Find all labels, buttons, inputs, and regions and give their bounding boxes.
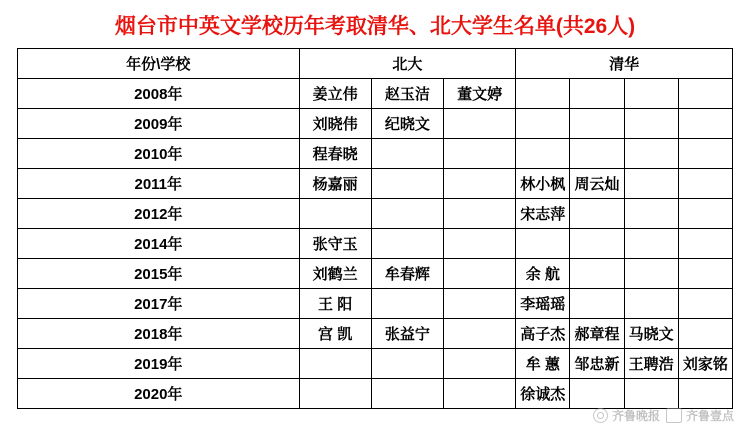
qinghua-name bbox=[570, 199, 624, 229]
qinghua-name: 马晓文 bbox=[624, 319, 678, 349]
beida-name bbox=[443, 349, 515, 379]
qinghua-name bbox=[570, 79, 624, 109]
row-year: 2012年 bbox=[18, 199, 300, 229]
header-qinghua: 清华 bbox=[516, 49, 733, 79]
beida-name bbox=[371, 169, 443, 199]
qinghua-name: 高子杰 bbox=[516, 319, 570, 349]
row-year: 2010年 bbox=[18, 139, 300, 169]
beida-name: 王 阳 bbox=[299, 289, 371, 319]
watermark bbox=[593, 407, 734, 424]
beida-name: 纪晓文 bbox=[371, 109, 443, 139]
qinghua-name bbox=[624, 109, 678, 139]
table-row bbox=[18, 259, 733, 289]
row-year: 2017年 bbox=[18, 289, 300, 319]
table-row bbox=[18, 349, 733, 379]
qinghua-name bbox=[516, 79, 570, 109]
qinghua-name bbox=[624, 379, 678, 409]
beida-name: 杨嘉丽 bbox=[299, 169, 371, 199]
qinghua-name bbox=[678, 259, 732, 289]
students-table bbox=[17, 48, 733, 409]
beida-name: 刘鹤兰 bbox=[299, 259, 371, 289]
row-year: 2015年 bbox=[18, 259, 300, 289]
qinghua-name bbox=[570, 289, 624, 319]
qinghua-name bbox=[624, 229, 678, 259]
qinghua-name: 宋志萍 bbox=[516, 199, 570, 229]
beida-name bbox=[371, 379, 443, 409]
beida-name bbox=[443, 139, 515, 169]
beida-name bbox=[443, 109, 515, 139]
table-row bbox=[18, 199, 733, 229]
beida-name: 张益宁 bbox=[371, 319, 443, 349]
qinghua-name bbox=[624, 199, 678, 229]
qinghua-name bbox=[624, 169, 678, 199]
table-body bbox=[18, 49, 733, 409]
qinghua-name bbox=[678, 139, 732, 169]
beida-name bbox=[371, 229, 443, 259]
beida-name: 程春晓 bbox=[299, 139, 371, 169]
qinghua-name bbox=[624, 79, 678, 109]
qinghua-name bbox=[516, 229, 570, 259]
table-row bbox=[18, 229, 733, 259]
beida-name bbox=[443, 169, 515, 199]
row-year: 2019年 bbox=[18, 349, 300, 379]
qinghua-name: 郝章程 bbox=[570, 319, 624, 349]
qinghua-name: 李瑶瑶 bbox=[516, 289, 570, 319]
beida-name bbox=[371, 349, 443, 379]
row-year: 2008年 bbox=[18, 79, 300, 109]
qinghua-name: 牟 蕙 bbox=[516, 349, 570, 379]
header-beida: 北大 bbox=[299, 49, 516, 79]
beida-name bbox=[371, 199, 443, 229]
beida-name: 牟春辉 bbox=[371, 259, 443, 289]
qinghua-name bbox=[624, 259, 678, 289]
watermark-brand-right bbox=[666, 407, 734, 424]
table-row bbox=[18, 109, 733, 139]
table-header-row bbox=[18, 49, 733, 79]
table-row bbox=[18, 79, 733, 109]
qinghua-name: 徐诚杰 bbox=[516, 379, 570, 409]
row-year: 2009年 bbox=[18, 109, 300, 139]
row-year: 2020年 bbox=[18, 379, 300, 409]
copyright-icon bbox=[593, 408, 608, 423]
beida-name bbox=[371, 289, 443, 319]
beida-name bbox=[371, 139, 443, 169]
watermark-brand-left bbox=[593, 407, 660, 424]
row-year: 2014年 bbox=[18, 229, 300, 259]
beida-name: 赵玉洁 bbox=[371, 79, 443, 109]
qinghua-name bbox=[678, 289, 732, 319]
beida-name bbox=[443, 319, 515, 349]
beida-name bbox=[299, 199, 371, 229]
watermark-left-text: 齐鲁晚报 bbox=[611, 409, 660, 423]
beida-name: 张守玉 bbox=[299, 229, 371, 259]
table-row bbox=[18, 319, 733, 349]
beida-name: 董文婷 bbox=[443, 79, 515, 109]
app-logo-icon bbox=[666, 408, 682, 423]
qinghua-name bbox=[678, 229, 732, 259]
qinghua-name bbox=[570, 139, 624, 169]
qinghua-name: 林小枫 bbox=[516, 169, 570, 199]
beida-name bbox=[443, 289, 515, 319]
qinghua-name bbox=[624, 289, 678, 319]
table-row bbox=[18, 379, 733, 409]
watermark-right-text: 齐鲁壹点 bbox=[685, 409, 734, 423]
table-row bbox=[18, 169, 733, 199]
qinghua-name bbox=[678, 319, 732, 349]
qinghua-name: 邹忠新 bbox=[570, 349, 624, 379]
header-corner: 年份\学校 bbox=[18, 49, 300, 79]
qinghua-name: 周云灿 bbox=[570, 169, 624, 199]
beida-name bbox=[443, 199, 515, 229]
qinghua-name bbox=[678, 199, 732, 229]
qinghua-name bbox=[678, 169, 732, 199]
beida-name: 宫 凯 bbox=[299, 319, 371, 349]
table-row bbox=[18, 289, 733, 319]
beida-name bbox=[443, 259, 515, 289]
qinghua-name bbox=[516, 109, 570, 139]
qinghua-name bbox=[624, 139, 678, 169]
qinghua-name bbox=[678, 109, 732, 139]
beida-name bbox=[299, 379, 371, 409]
qinghua-name bbox=[570, 229, 624, 259]
beida-name: 刘晓伟 bbox=[299, 109, 371, 139]
qinghua-name bbox=[516, 139, 570, 169]
row-year: 2018年 bbox=[18, 319, 300, 349]
qinghua-name: 王聘浩 bbox=[624, 349, 678, 379]
qinghua-name bbox=[570, 259, 624, 289]
qinghua-name bbox=[678, 79, 732, 109]
beida-name bbox=[443, 229, 515, 259]
qinghua-name bbox=[570, 379, 624, 409]
table-row bbox=[18, 139, 733, 169]
beida-name: 姜立伟 bbox=[299, 79, 371, 109]
qinghua-name: 刘家铭 bbox=[678, 349, 732, 379]
qinghua-name bbox=[678, 379, 732, 409]
qinghua-name: 余 航 bbox=[516, 259, 570, 289]
qinghua-name bbox=[570, 109, 624, 139]
page-title: 烟台市中英文学校历年考取清华、北大学生名单(共26人) bbox=[114, 15, 636, 38]
beida-name bbox=[443, 379, 515, 409]
row-year: 2011年 bbox=[18, 169, 300, 199]
beida-name bbox=[299, 349, 371, 379]
